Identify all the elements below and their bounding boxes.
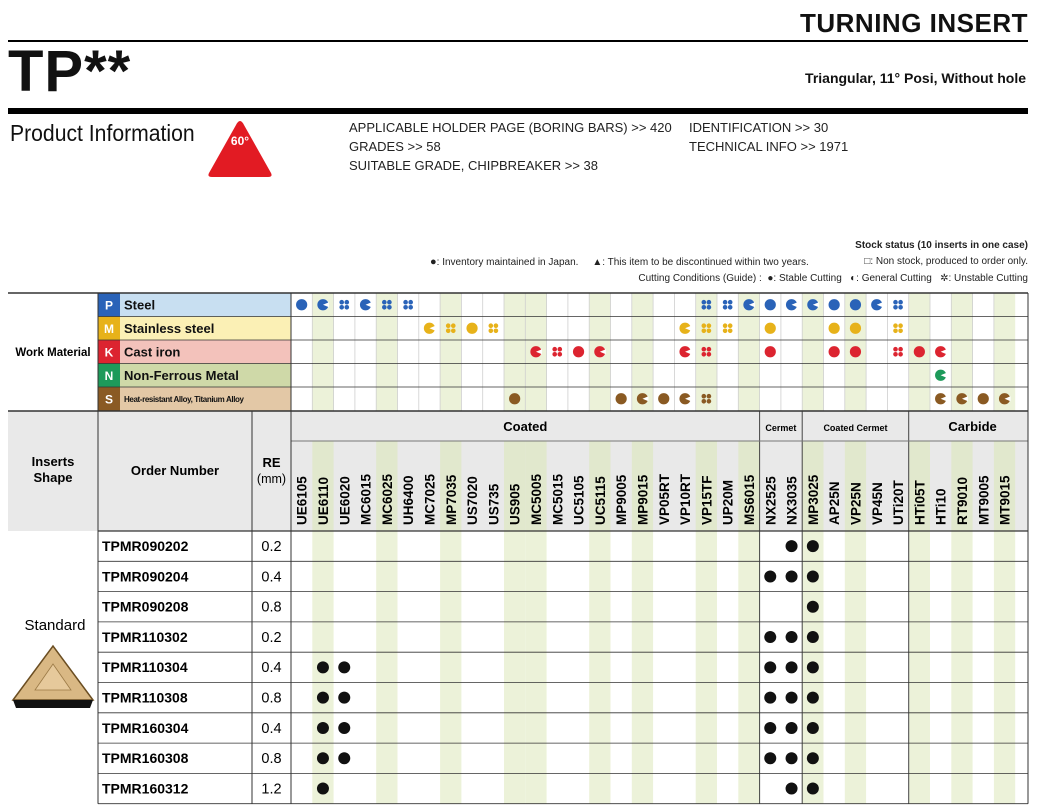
stock-dot-icon: ●: [430, 256, 437, 268]
stable-icon: ●: [767, 273, 774, 284]
discontinued-triangle-icon: ▲: [592, 257, 603, 268]
order-number: TPMR160304: [102, 719, 189, 736]
unstable-petal: [702, 347, 707, 352]
legend-non-stock: □: Non stock, produced to order only.: [864, 256, 1028, 267]
column-shade: [525, 293, 546, 804]
column-shade: [504, 293, 525, 804]
unstable-petal: [446, 328, 451, 333]
grade-name: HTi10: [933, 488, 949, 525]
unstable-petal: [702, 399, 707, 404]
material-name: Stainless steel: [124, 321, 215, 336]
non-stock-square-icon: □: [864, 256, 871, 267]
unstable-icon: ✲: [940, 273, 949, 284]
unstable-petal: [898, 328, 903, 333]
grade-name: NX3035: [784, 476, 800, 525]
unstable-petal: [723, 328, 728, 333]
unstable-petal: [898, 352, 903, 357]
stock-dot: [764, 661, 776, 673]
unstable-cutting-mark: [893, 300, 903, 310]
unstable-cutting-mark: [893, 347, 903, 357]
unstable-petal: [451, 328, 456, 333]
grade-name: US7020: [465, 476, 481, 525]
stock-dot: [764, 570, 776, 582]
re-value: 0.2: [261, 629, 282, 646]
stock-dot: [317, 752, 329, 764]
column-shade: [696, 293, 717, 804]
unstable-petal: [707, 347, 712, 352]
general-icon: ◐: [850, 273, 857, 284]
grade-name: MC7025: [422, 473, 438, 525]
column-shade: [994, 293, 1015, 804]
material-name: Heat-resistant Alloy, Titanium Alloy: [124, 395, 244, 404]
grade-name: UTi20T: [891, 480, 907, 525]
unstable-cutting-mark: [723, 323, 733, 333]
work-material-label: Work Material: [15, 346, 91, 359]
grade-name: RT9010: [954, 476, 970, 525]
re-value: 1.2: [261, 781, 282, 798]
material-name: Steel: [124, 297, 156, 313]
re-value: 0.8: [261, 690, 282, 707]
grade-name: MP9005: [614, 474, 630, 525]
order-number: TPMR160312: [102, 780, 189, 797]
grade-name: VP45N: [869, 482, 885, 525]
re-value: 0.4: [261, 720, 282, 737]
series-title: TP**: [8, 39, 132, 104]
unstable-petal: [489, 323, 494, 328]
unstable-petal: [557, 347, 562, 352]
grade-name: MP3025: [805, 474, 821, 525]
grade-name: VP15TF: [699, 475, 715, 525]
unstable-petal: [339, 305, 344, 310]
stable-cutting-mark: [573, 346, 584, 357]
grade-name: HTi05T: [912, 480, 928, 525]
grade-name: UC5115: [592, 476, 608, 525]
unstable-petal: [339, 300, 344, 305]
unstable-petal: [552, 347, 557, 352]
order-number: TPMR160308: [102, 750, 189, 767]
stable-cutting-mark: [616, 393, 627, 404]
column-shade: [440, 293, 461, 804]
stable-cutting-mark: [978, 393, 989, 404]
grade-name: MP7035: [443, 474, 459, 525]
stable-cutting-mark: [850, 346, 861, 357]
stock-dot: [317, 722, 329, 734]
order-number: TPMR110304: [102, 659, 188, 676]
grade-name: AP25N: [827, 481, 843, 525]
insert-shape-base: [13, 700, 93, 708]
grade-name: US735: [486, 483, 502, 525]
unstable-petal: [702, 394, 707, 399]
material-code: K: [104, 345, 114, 360]
stock-dot: [807, 661, 819, 673]
stock-dot: [786, 722, 798, 734]
stable-cutting-mark: [850, 323, 861, 334]
unstable-petal: [707, 305, 712, 310]
unstable-petal: [408, 300, 413, 305]
ref-identification-link[interactable]: IDENTIFICATION >> 30: [689, 120, 829, 135]
unstable-cutting-mark: [893, 323, 903, 333]
stable-cutting-mark: [914, 346, 925, 357]
legend-inventory: ●: Inventory maintained in Japan. ▲: This item to be discontinued within two years.: [430, 256, 809, 268]
order-number: TPMR110302: [102, 628, 188, 645]
shape-name: Standard: [24, 616, 86, 634]
column-shade: [909, 293, 930, 804]
inserts-shape-header-2: Shape: [33, 470, 73, 485]
grade-name: UH6400: [401, 475, 417, 525]
stock-dot: [786, 692, 798, 704]
stock-dot: [338, 752, 350, 764]
grade-name: MT9015: [997, 475, 1013, 525]
stock-dot: [338, 661, 350, 673]
grade-name: MT9005: [976, 475, 992, 525]
stable-cutting-mark: [765, 346, 776, 357]
stock-dot: [317, 783, 329, 795]
column-shade: [589, 293, 610, 804]
stock-dot: [786, 570, 798, 582]
unstable-cutting-mark: [489, 323, 499, 333]
grade-name: UC5105: [571, 475, 587, 525]
re-value: 0.2: [261, 539, 282, 555]
unstable-petal: [898, 323, 903, 328]
section-title: Product Information: [10, 120, 195, 146]
unstable-petal: [893, 352, 898, 357]
unstable-cutting-mark: [723, 300, 733, 310]
unstable-petal: [557, 352, 562, 357]
grade-group-label: Coated: [503, 419, 548, 434]
grade-name: UE6020: [337, 476, 353, 525]
stock-dot: [807, 601, 819, 613]
stock-dot: [338, 692, 350, 704]
stable-cutting-mark: [765, 299, 776, 310]
grade-name: US905: [507, 483, 523, 525]
grade-name: VP25N: [848, 482, 864, 525]
unstable-petal: [702, 352, 707, 357]
grade-name: MS6015: [741, 474, 757, 525]
grade-name: UE6105: [294, 476, 310, 525]
order-number: TPMR090202: [102, 538, 189, 554]
column-shade: [738, 293, 759, 804]
material-code: S: [104, 392, 114, 407]
grade-name: UE6110: [315, 476, 331, 525]
stock-dot: [317, 692, 329, 704]
grade-name: MP9015: [635, 474, 651, 525]
stable-cutting-mark: [765, 323, 776, 334]
re-value: 0.8: [261, 599, 282, 616]
unstable-petal: [702, 305, 707, 310]
unstable-petal: [344, 300, 349, 305]
stable-cutting-mark: [850, 299, 861, 310]
unstable-petal: [893, 328, 898, 333]
unstable-petal: [382, 305, 387, 310]
stable-cutting-mark: [829, 299, 840, 310]
shape-description: Triangular, 11° Posi, Without hole: [805, 70, 1026, 86]
ref-chipbreaker-link[interactable]: SUITABLE GRADE, CHIPBREAKER >> 38: [349, 158, 599, 173]
stock-dot: [807, 540, 819, 552]
ref-grades-link[interactable]: GRADES >> 58: [349, 139, 441, 154]
grade-name: MC5005: [528, 473, 544, 525]
order-number-header: Order Number: [130, 463, 220, 478]
grade-group-label: Carbide: [948, 419, 997, 434]
unstable-petal: [382, 300, 387, 305]
order-number: TPMR110308: [102, 689, 188, 706]
unstable-petal: [893, 323, 898, 328]
ref-holder-link[interactable]: APPLICABLE HOLDER PAGE (BORING BARS) >> 420: [349, 120, 672, 135]
stock-dot: [807, 783, 819, 795]
unstable-petal: [387, 300, 392, 305]
unstable-petal: [446, 323, 451, 328]
re-value: 0.8: [261, 751, 282, 768]
unstable-petal: [489, 328, 494, 333]
unstable-petal: [728, 328, 733, 333]
stable-cutting-mark: [829, 323, 840, 334]
unstable-petal: [707, 352, 712, 357]
unstable-petal: [893, 300, 898, 305]
unstable-petal: [702, 328, 707, 333]
re-value: 0.4: [261, 569, 282, 586]
inserts-shape-header: Inserts: [31, 454, 75, 469]
grade-name: UP20M: [720, 479, 736, 525]
grade-name: MC6025: [379, 473, 395, 525]
re-value: 0.4: [261, 660, 282, 677]
stock-dot: [807, 631, 819, 643]
unstable-petal: [552, 352, 557, 357]
stock-dot: [764, 722, 776, 734]
stock-dot: [807, 570, 819, 582]
unstable-petal: [403, 305, 408, 310]
unstable-petal: [898, 305, 903, 310]
unstable-cutting-mark: [403, 300, 413, 310]
unstable-petal: [728, 300, 733, 305]
grade-name: NX2525: [763, 476, 779, 525]
material-name: Cast iron: [124, 344, 181, 360]
grade-group-label: Cermet: [765, 423, 797, 433]
order-number: TPMR090204: [102, 568, 189, 585]
stock-dot: [786, 661, 798, 673]
unstable-petal: [707, 323, 712, 328]
unstable-petal: [707, 394, 712, 399]
stock-dot: [786, 540, 798, 552]
column-shade: [951, 293, 972, 804]
unstable-petal: [702, 300, 707, 305]
column-shade: [632, 293, 653, 804]
column-shade: [376, 293, 397, 804]
stock-dot: [807, 752, 819, 764]
unstable-petal: [387, 305, 392, 310]
unstable-cutting-mark: [552, 347, 562, 357]
unstable-petal: [707, 300, 712, 305]
re-unit: (mm): [256, 472, 287, 486]
stock-dot: [786, 752, 798, 764]
stable-cutting-mark: [466, 323, 477, 334]
unstable-petal: [403, 300, 408, 305]
catalog-category: TURNING INSERT: [800, 8, 1028, 38]
legend-cutting: Cutting Conditions (Guide) : ●: Stable Cutting ◐: General Cutting ✲: Unstable Cutting: [638, 273, 1028, 284]
stock-dot: [807, 722, 819, 734]
stock-dot: [786, 631, 798, 643]
stable-cutting-mark: [296, 299, 307, 310]
grade-name: VP05RT: [656, 473, 672, 525]
stable-cutting-mark: [509, 393, 520, 404]
unstable-petal: [898, 347, 903, 352]
stock-dot: [764, 692, 776, 704]
unstable-cutting-mark: [339, 300, 349, 310]
unstable-petal: [707, 328, 712, 333]
unstable-petal: [898, 300, 903, 305]
grade-name: MC6015: [358, 473, 374, 525]
material-name: Non-Ferrous Metal: [124, 368, 239, 383]
stable-cutting-mark: [658, 393, 669, 404]
stock-dot: [338, 722, 350, 734]
re-header: RE: [262, 455, 281, 470]
unstable-petal: [344, 305, 349, 310]
stock-dot: [786, 783, 798, 795]
material-code: N: [104, 369, 114, 383]
grade-name: MC5015: [550, 473, 566, 525]
legend-stock-title: Stock status (10 inserts in one case): [855, 240, 1028, 251]
grade-name: VP10RT: [678, 473, 694, 525]
unstable-petal: [893, 347, 898, 352]
unstable-petal: [451, 323, 456, 328]
unstable-petal: [728, 305, 733, 310]
unstable-petal: [494, 323, 499, 328]
stock-dot: [317, 661, 329, 673]
unstable-petal: [707, 399, 712, 404]
unstable-petal: [723, 305, 728, 310]
angle-label: 60°: [230, 134, 250, 148]
unstable-petal: [893, 305, 898, 310]
stock-dot: [764, 752, 776, 764]
ref-technical-link[interactable]: TECHNICAL INFO >> 1971: [689, 139, 849, 154]
unstable-petal: [723, 323, 728, 328]
order-number: TPMR090208: [102, 598, 189, 615]
unstable-petal: [494, 328, 499, 333]
unstable-petal: [408, 305, 413, 310]
unstable-petal: [728, 323, 733, 328]
column-shade: [845, 293, 866, 804]
unstable-petal: [723, 300, 728, 305]
stock-dot: [764, 631, 776, 643]
material-code: M: [104, 322, 114, 336]
material-code: P: [104, 298, 114, 313]
unstable-petal: [702, 323, 707, 328]
grade-group-label: Coated Cermet: [823, 423, 888, 433]
stock-dot: [807, 692, 819, 704]
stable-cutting-mark: [829, 346, 840, 357]
